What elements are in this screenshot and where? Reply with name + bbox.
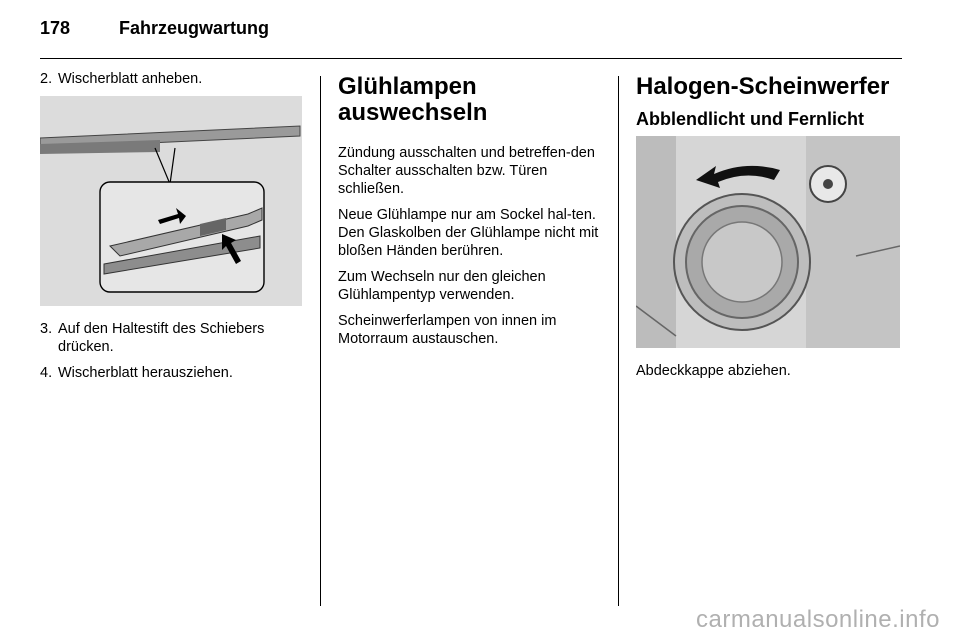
step-item bbox=[40, 70, 304, 88]
step-item bbox=[40, 320, 304, 356]
paragraph: Zündung ausschalten und betreffen-den Schalter ausschalten bzw. Türen schließen. bbox=[338, 145, 595, 197]
step-item bbox=[40, 364, 304, 382]
column-left bbox=[40, 70, 304, 390]
step-number: 3. bbox=[40, 321, 53, 337]
wiper-figure bbox=[40, 96, 302, 306]
wiper-illustration bbox=[40, 96, 302, 306]
section-heading: Glühlampen auswechseln bbox=[338, 73, 488, 126]
paragraph: Scheinwerferlampen von innen im Motorraum austauschen. bbox=[338, 313, 557, 347]
paragraph: Neue Glühlampe nur am Sockel hal-ten. Den Glaskolben der Glühlampe nicht mit bloßen Händen berühren. bbox=[338, 207, 599, 259]
page-number: 178 bbox=[40, 18, 71, 38]
paragraph: Zum Wechseln nur den gleichen Glühlampentyp verwenden. bbox=[338, 269, 546, 303]
step-number: 4. bbox=[40, 365, 53, 381]
step-text: Wischerblatt anheben. bbox=[58, 71, 203, 87]
watermark: carmanualsonline.info bbox=[696, 606, 940, 633]
page-title: Fahrzeugwartung bbox=[119, 18, 270, 38]
step-text: Wischerblatt herausziehen. bbox=[58, 365, 233, 381]
section-heading: Halogen-Scheinwerfer bbox=[636, 73, 890, 100]
column-right bbox=[636, 70, 900, 388]
figure-caption: Abdeckkappe abziehen. bbox=[636, 363, 791, 379]
header-rule bbox=[40, 58, 902, 59]
page-header bbox=[40, 18, 269, 39]
step-number: 2. bbox=[40, 71, 53, 87]
column-divider bbox=[618, 76, 619, 606]
headlamp-illustration bbox=[636, 136, 900, 348]
headlamp-figure bbox=[636, 136, 900, 348]
subsection-heading: Abblendlicht und Fernlicht bbox=[636, 109, 864, 129]
column-middle bbox=[338, 70, 602, 356]
step-text: Auf den Haltestift des Schiebers drücken. bbox=[58, 321, 265, 355]
column-divider bbox=[320, 76, 321, 606]
